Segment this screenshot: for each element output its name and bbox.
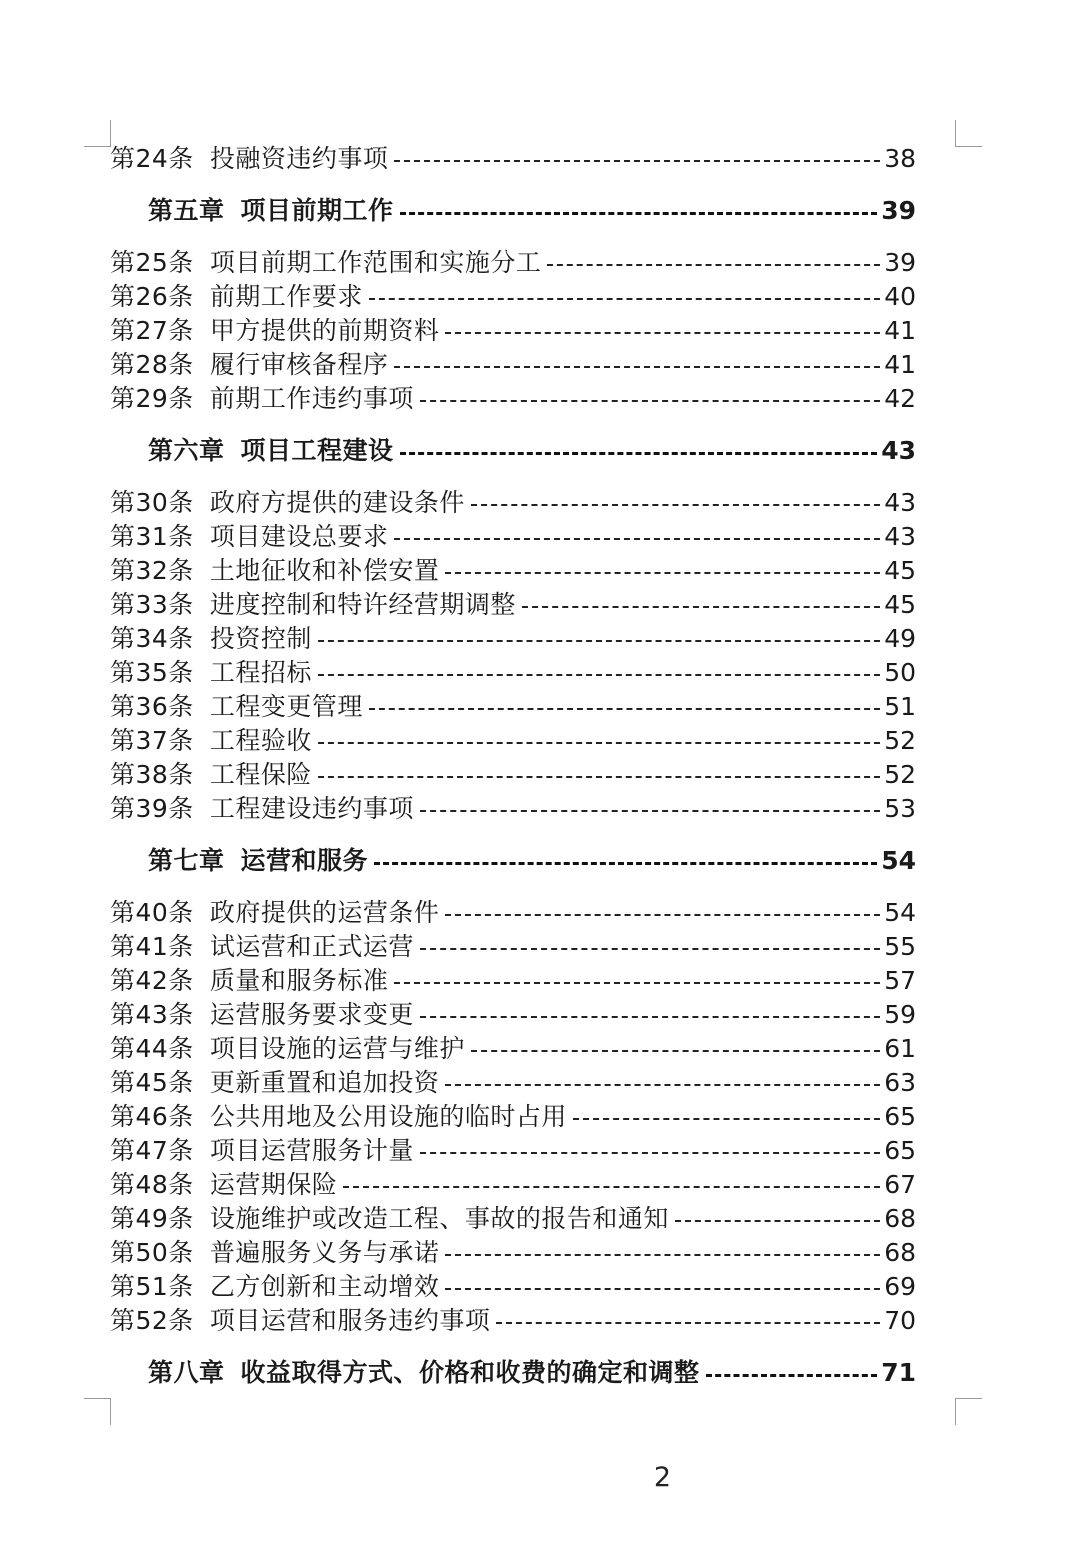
toc-article-row[interactable] (110, 486, 916, 520)
toc-entry-page: 68 (884, 1204, 916, 1233)
toc-article-row[interactable] (110, 656, 916, 690)
toc-article-row[interactable] (110, 588, 916, 622)
toc-entry-title: 工程建设违约事项 (209, 794, 414, 823)
toc-entry-page: 45 (884, 556, 916, 585)
toc-entry-title: 质量和服务标准 (209, 966, 389, 995)
toc-entry-title: 试运营和正式运营 (209, 932, 414, 961)
crop-mark-bottom-left (84, 1398, 111, 1425)
toc-entry-page: 65 (884, 1102, 916, 1131)
toc-entry-number: 第35条 (110, 658, 194, 687)
dot-leader (445, 914, 880, 916)
toc-article-row[interactable] (110, 758, 916, 792)
toc-entry-title: 前期工作违约事项 (209, 384, 414, 413)
dot-leader (318, 640, 880, 642)
toc-entry-number: 第八章 (148, 1358, 225, 1387)
toc-entry-page: 38 (884, 144, 916, 173)
toc-entry-number: 第37条 (110, 726, 194, 755)
toc-chapter-row[interactable] (110, 194, 916, 228)
toc-entry-label (110, 588, 516, 622)
page-number: 2 (653, 1462, 672, 1493)
toc-article-row[interactable] (110, 382, 916, 416)
toc-entry-number: 第36条 (110, 692, 194, 721)
toc-entry-number: 第32条 (110, 556, 194, 585)
toc-entry-label (110, 246, 541, 280)
dot-leader (318, 742, 880, 744)
toc-article-row[interactable] (110, 792, 916, 826)
toc-article-row[interactable] (110, 1032, 916, 1066)
dot-leader (400, 212, 878, 215)
toc-entry-title: 收益取得方式、价格和收费的确定和调整 (240, 1358, 700, 1387)
toc-entry-page: 43 (881, 436, 916, 465)
toc-entry-page: 71 (881, 1358, 916, 1387)
toc-entry-title: 工程验收 (209, 726, 312, 755)
toc-article-row[interactable] (110, 314, 916, 348)
toc-entry-number: 第31条 (110, 522, 194, 551)
toc-entry-label (110, 554, 439, 588)
toc-entry-label (110, 964, 388, 998)
toc-entry-page: 65 (884, 1136, 916, 1165)
dot-leader (420, 810, 880, 812)
toc-entry-label (110, 486, 465, 520)
dot-leader (445, 1288, 880, 1290)
dot-leader (394, 160, 880, 162)
toc-entry-number: 第26条 (110, 282, 194, 311)
dot-leader (394, 366, 880, 368)
dot-leader (420, 1152, 880, 1154)
toc-article-row[interactable] (110, 1066, 916, 1100)
toc-entry-title: 工程变更管理 (209, 692, 363, 721)
toc-entry-number: 第41条 (110, 932, 194, 961)
toc-article-row[interactable] (110, 348, 916, 382)
dot-leader (369, 298, 880, 300)
toc-entry-label (110, 520, 388, 554)
toc-entry-page: 70 (884, 1306, 916, 1335)
dot-leader (318, 674, 880, 676)
dot-leader (400, 452, 878, 455)
toc-entry-number: 第44条 (110, 1034, 194, 1063)
toc-entry-label (148, 1356, 700, 1390)
toc-entry-page: 49 (884, 624, 916, 653)
dot-leader (394, 538, 880, 540)
crop-mark-bottom-right (955, 1398, 982, 1425)
toc-entry-page: 42 (884, 384, 916, 413)
toc-entry-title: 投融资违约事项 (209, 144, 389, 173)
toc-chapter-row[interactable] (110, 434, 916, 468)
toc-entry-title: 前期工作要求 (209, 282, 363, 311)
toc-entry-title: 项目运营和服务违约事项 (209, 1306, 491, 1335)
toc-entry-page: 61 (884, 1034, 916, 1063)
toc-entry-page: 54 (884, 898, 916, 927)
toc-entry-page: 52 (884, 726, 916, 755)
toc-entry-page: 53 (884, 794, 916, 823)
toc-entry-page: 51 (884, 692, 916, 721)
toc-entry-label (110, 1066, 439, 1100)
toc-entry-title: 项目前期工作 (240, 196, 394, 225)
dot-leader (547, 264, 880, 266)
toc-article-row[interactable] (110, 724, 916, 758)
toc-entry-title: 工程招标 (209, 658, 312, 687)
toc-entry-page: 39 (881, 196, 916, 225)
dot-leader (471, 1050, 880, 1052)
dot-leader (343, 1186, 880, 1188)
toc-article-row[interactable] (110, 1270, 916, 1304)
dot-leader (420, 1016, 880, 1018)
toc-entry-title: 履行审核备程序 (209, 350, 389, 379)
table-of-contents (110, 142, 916, 1408)
dot-leader (420, 400, 880, 402)
dot-leader (445, 1254, 880, 1256)
toc-entry-title: 运营和服务 (240, 846, 369, 875)
toc-entry-number: 第40条 (110, 898, 194, 927)
toc-entry-page: 50 (884, 658, 916, 687)
toc-entry-number: 第29条 (110, 384, 194, 413)
toc-entry-page: 55 (884, 932, 916, 961)
toc-entry-page: 59 (884, 1000, 916, 1029)
toc-entry-label (110, 1304, 490, 1338)
toc-entry-label (110, 280, 363, 314)
toc-entry-number: 第43条 (110, 1000, 194, 1029)
toc-article-row[interactable] (110, 1168, 916, 1202)
toc-entry-number: 第五章 (148, 196, 225, 225)
toc-entry-number: 第33条 (110, 590, 194, 619)
toc-entry-title: 甲方提供的前期资料 (209, 316, 440, 345)
toc-entry-page: 41 (884, 350, 916, 379)
toc-entry-label (110, 930, 414, 964)
toc-entry-page: 54 (881, 846, 916, 875)
toc-entry-label (110, 1202, 669, 1236)
dot-leader (318, 776, 880, 778)
dot-leader (522, 606, 880, 608)
toc-entry-title: 乙方创新和主动增效 (209, 1272, 440, 1301)
toc-entry-number: 第30条 (110, 488, 194, 517)
toc-entry-title: 运营服务要求变更 (209, 1000, 414, 1029)
toc-entry-number: 第48条 (110, 1170, 194, 1199)
crop-mark-top-right (955, 120, 982, 147)
toc-entry-label (110, 998, 414, 1032)
toc-entry-title: 政府提供的运营条件 (209, 898, 440, 927)
toc-entry-label (110, 1168, 337, 1202)
dot-leader (496, 1322, 880, 1324)
toc-entry-title: 公共用地及公用设施的临时占用 (209, 1102, 567, 1131)
toc-entry-page: 63 (884, 1068, 916, 1097)
toc-article-row[interactable] (110, 930, 916, 964)
dot-leader (445, 572, 880, 574)
toc-entry-label (148, 194, 394, 228)
toc-article-row[interactable] (110, 1202, 916, 1236)
toc-entry-label (110, 1100, 567, 1134)
toc-entry-number: 第47条 (110, 1136, 194, 1165)
toc-entry-label (110, 622, 312, 656)
toc-entry-label (110, 1032, 465, 1066)
toc-article-row[interactable] (110, 690, 916, 724)
toc-article-row[interactable] (110, 280, 916, 314)
toc-entry-number: 第52条 (110, 1306, 194, 1335)
toc-article-row[interactable] (110, 246, 916, 280)
toc-entry-title: 政府方提供的建设条件 (209, 488, 465, 517)
toc-article-row[interactable] (110, 1134, 916, 1168)
toc-entry-label (110, 1134, 414, 1168)
toc-article-row[interactable] (110, 142, 916, 176)
dot-leader (420, 948, 880, 950)
toc-entry-title: 项目建设总要求 (209, 522, 389, 551)
toc-entry-page: 41 (884, 316, 916, 345)
toc-entry-label (110, 690, 363, 724)
toc-entry-label (110, 792, 414, 826)
toc-entry-title: 项目运营服务计量 (209, 1136, 414, 1165)
toc-entry-number: 第45条 (110, 1068, 194, 1097)
toc-entry-number: 第46条 (110, 1102, 194, 1131)
toc-entry-page: 57 (884, 966, 916, 995)
toc-entry-label (110, 348, 388, 382)
toc-entry-label (110, 382, 414, 416)
toc-entry-title: 土地征收和补偿安置 (209, 556, 440, 585)
toc-entry-number: 第24条 (110, 144, 194, 173)
toc-article-row[interactable] (110, 1304, 916, 1338)
dot-leader (374, 862, 877, 865)
dot-leader (394, 982, 880, 984)
toc-entry-title: 普遍服务义务与承诺 (209, 1238, 440, 1267)
toc-entry-title: 更新重置和追加投资 (209, 1068, 440, 1097)
toc-entry-number: 第34条 (110, 624, 194, 653)
toc-entry-title: 项目工程建设 (240, 436, 394, 465)
dot-leader (573, 1118, 880, 1120)
toc-article-row[interactable] (110, 1236, 916, 1270)
dot-leader (445, 332, 880, 334)
toc-entry-label (110, 758, 312, 792)
toc-article-row[interactable] (110, 964, 916, 998)
toc-entry-number: 第25条 (110, 248, 194, 277)
toc-entry-label (148, 844, 368, 878)
dot-leader (471, 504, 880, 506)
toc-entry-label (148, 434, 394, 468)
toc-article-row[interactable] (110, 520, 916, 554)
toc-entry-title: 投资控制 (209, 624, 312, 653)
toc-entry-number: 第六章 (148, 436, 225, 465)
toc-entry-number: 第28条 (110, 350, 194, 379)
toc-entry-page: 43 (884, 522, 916, 551)
toc-entry-title: 工程保险 (209, 760, 312, 789)
toc-entry-title: 运营期保险 (209, 1170, 338, 1199)
toc-entry-label (110, 1270, 439, 1304)
toc-entry-page: 52 (884, 760, 916, 789)
toc-entry-label (110, 656, 312, 690)
toc-article-row[interactable] (110, 896, 916, 930)
toc-entry-number: 第49条 (110, 1204, 194, 1233)
toc-entry-label (110, 1236, 439, 1270)
toc-entry-label (110, 724, 312, 758)
toc-article-row[interactable] (110, 554, 916, 588)
toc-entry-page: 67 (884, 1170, 916, 1199)
toc-article-row[interactable] (110, 622, 916, 656)
toc-entry-title: 项目设施的运营与维护 (209, 1034, 465, 1063)
toc-entry-page: 40 (884, 282, 916, 311)
toc-article-row[interactable] (110, 998, 916, 1032)
toc-entry-label (110, 142, 388, 176)
toc-entry-label (110, 314, 439, 348)
toc-article-row[interactable] (110, 1100, 916, 1134)
crop-mark-top-left (84, 120, 111, 147)
toc-entry-number: 第38条 (110, 760, 194, 789)
toc-entry-page: 43 (884, 488, 916, 517)
toc-entry-title: 项目前期工作范围和实施分工 (209, 248, 542, 277)
toc-entry-number: 第42条 (110, 966, 194, 995)
dot-leader (706, 1374, 878, 1377)
toc-entry-page: 39 (884, 248, 916, 277)
toc-entry-number: 第51条 (110, 1272, 194, 1301)
dot-leader (445, 1084, 880, 1086)
toc-chapter-row[interactable] (110, 844, 916, 878)
toc-entry-label (110, 896, 439, 930)
toc-entry-number: 第27条 (110, 316, 194, 345)
toc-entry-number: 第七章 (148, 846, 225, 875)
toc-entry-title: 设施维护或改造工程、事故的报告和通知 (209, 1204, 669, 1233)
toc-entry-number: 第39条 (110, 794, 194, 823)
toc-entry-page: 45 (884, 590, 916, 619)
toc-entry-title: 进度控制和特许经营期调整 (209, 590, 516, 619)
dot-leader (675, 1220, 880, 1222)
toc-entry-number: 第50条 (110, 1238, 194, 1267)
toc-entry-page: 69 (884, 1272, 916, 1301)
toc-entry-page: 68 (884, 1238, 916, 1267)
dot-leader (369, 708, 880, 710)
toc-chapter-row[interactable] (110, 1356, 916, 1390)
